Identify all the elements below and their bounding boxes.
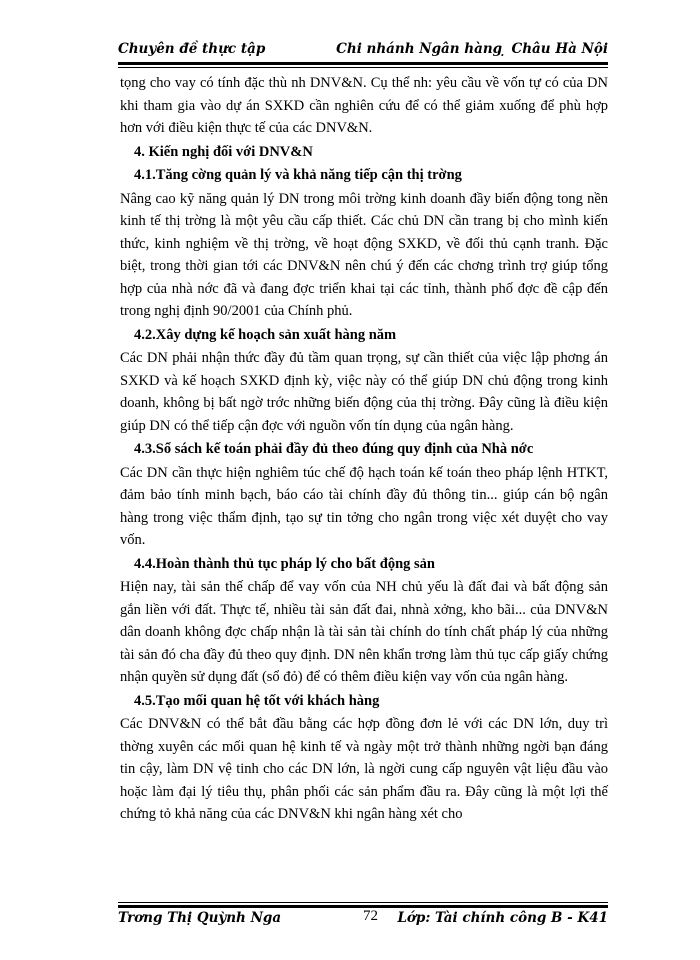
page-body bbox=[120, 72, 608, 827]
page-header bbox=[118, 40, 608, 60]
paragraph-4-3: Các DN cần thực hiện nghiêm túc chế độ hạch toán kế toán theo pháp lệnh HTKT, đảm bảo tính minh bạch, báo cáo tài chính đầy đủ thông tin... giúp cán bộ ngân hàng trong việc thẩm định, tạo sự tin tởng cho ngân trong việc xét duyệt cho vay vốn. bbox=[120, 464, 608, 548]
paragraph-4-1: Nâng cao kỹ năng quản lý DN trong môi trờng kinh doanh đầy biến động tong nền kinh tế thị trờng là một yêu cầu cấp thiết. Các chủ DN cần trang bị cho mình kiến thức, kinh nghiệm về thị trờng, về hoạt động SXKD, về đối thủ cạnh tranh. Đặc biệt, trong thời gian tới các DNV&N nên chú ý đến các chơng trình trợ giúp tổng hợp của nhà nớc đã và đang đợc triển khai tại các tỉnh, thành phố đợc đề cập đến trong nghị định 90/2001 của Chính phủ. bbox=[120, 190, 608, 319]
footer-author: Trơng Thị Quỳnh Nga bbox=[118, 910, 282, 926]
footer-rule-thin bbox=[118, 902, 608, 903]
footer-class: Lớp: Tài chính công B - K41 bbox=[397, 910, 608, 926]
header-rule-thin bbox=[118, 67, 608, 68]
paragraph-4-4: Hiện nay, tài sản thế chấp để vay vốn của NH chủ yếu là đất đai và bất động sản gắn liền với đất. Thực tế, nhiều tài sản đất đai, nhnà xởng, kho bãi... của DNV&N dân doanh không đợc chấp nhận là tài sản tài chính do tính chất pháp lý của những tài sản đó cha đầy đủ theo quy định. DN nên khẩn trơng làm thủ tục cấp giấy chứng nhận quyền sử dụng đất (sổ đỏ) để có thêm điều kiện vay vốn của ngân hàng. bbox=[120, 579, 608, 685]
paragraph-4-5: Các DNV&N có thể bắt đầu bằng các hợp đồng đơn lẻ với các DN lớn, duy trì thờng xuyên các mối quan hệ kinh tế và ngày một trở thành những ngời bạn đáng tin cậy, làm DN vệ tinh cho các DN lớn, là ngời cung cấp nguyên vật liệu đầu vào hoặc làm đại lý tiêu thụ, phân phối các sản phẩm đầu ra. Đây cũng là một lợi thế chứng tỏ khả năng của các DNV&N khi ngân hàng xét cho bbox=[120, 716, 608, 822]
paragraph-4-2: Các DN phải nhận thức đầy đủ tầm quan trọng, sự cần thiết của việc lập phơng án SXKD và kế hoạch SXKD định kỳ, việc này có thể giúp DN chủ động trong kinh doanh, không bị bất ngờ trớc những biến động của thị trờng. Đây cũng là điều kiện giúp DN có thể tiếp cận đợc với nguồn vốn tín dụng của ngân hàng. bbox=[120, 350, 608, 434]
section-heading-4: 4. Kiến nghị đối với DNV&N bbox=[134, 143, 313, 160]
page-footer bbox=[118, 908, 608, 930]
page-number: 72 bbox=[363, 908, 378, 924]
section-heading-4-3: 4.3.Sổ sách kế toán phải đầy đủ theo đúng quy định của Nhà nớc bbox=[134, 441, 534, 457]
section-heading-4-4: 4.4.Hoàn thành thủ tục pháp lý cho bất động sản bbox=[134, 555, 435, 572]
header-left-text: Chuyên đề thực tập bbox=[118, 41, 266, 57]
section-heading-4-1: 4.1.Tăng cờng quản lý và khả năng tiếp cận thị trờng bbox=[134, 167, 462, 183]
section-heading-4-2: 4.2.Xây dựng kế hoạch sản xuất hàng năm bbox=[134, 326, 397, 343]
header-rule-thick bbox=[118, 62, 608, 65]
section-heading-4-5: 4.5.Tạo mối quan hệ tốt với khách hàng bbox=[134, 692, 380, 709]
header-right-text: Chi nhánh Ngân hàng ̣ Châu Hà Nội bbox=[336, 41, 608, 57]
paragraph-continued: tọng cho vay có tính đặc thù nh DNV&N. Cụ thể nh: yêu cầu về vốn tự có của DN khi tham gia vào dự án SXKD cần nghiên cứu để có thể giảm xuống để phù hợp hơn với điều kiện thực tế của các DNV&N. bbox=[120, 75, 608, 136]
